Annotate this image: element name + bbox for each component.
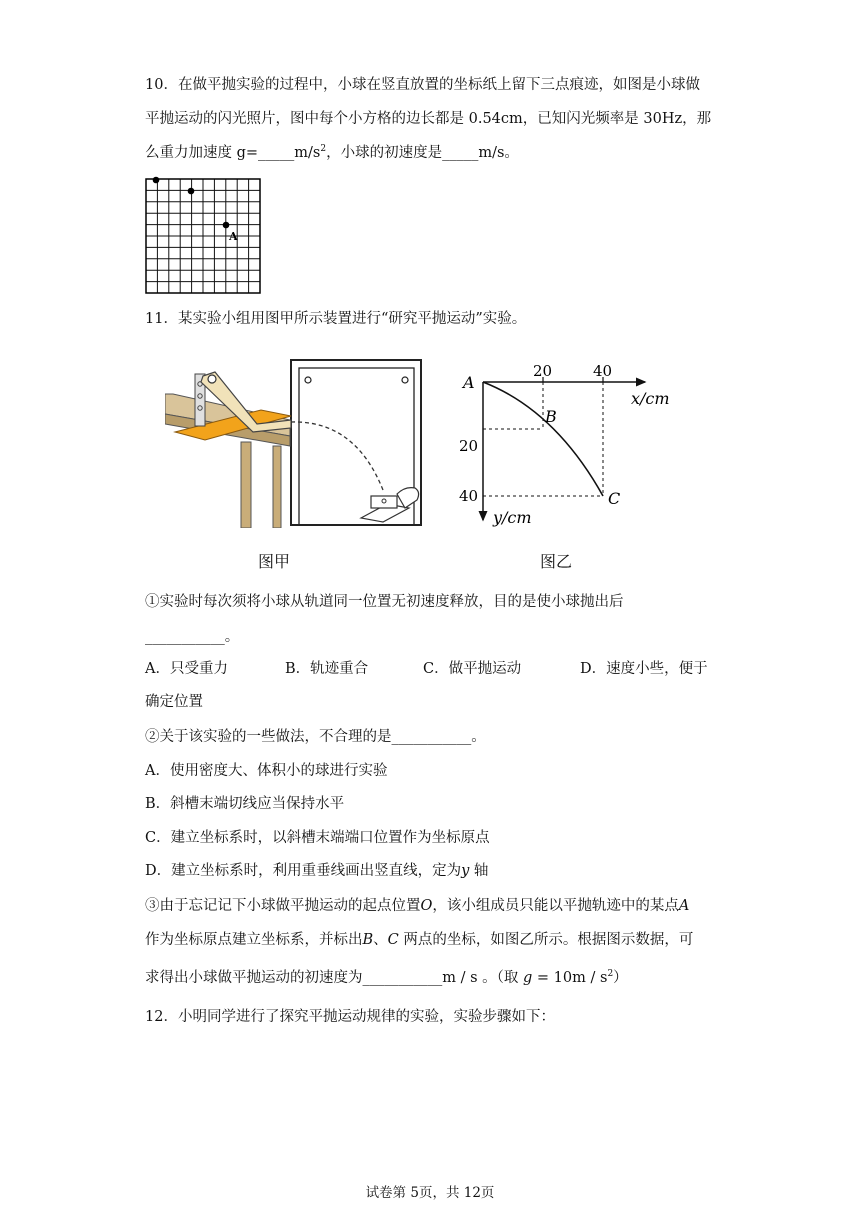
q11-part1-blank: ___________。 — [145, 629, 240, 645]
q10-line-2: 平抛运动的闪光照片，图中每个小方格的边长都是 0.54cm，已知闪光频率是 30Hz，那 — [145, 111, 712, 127]
fig-jia-caption: 图甲 — [258, 552, 291, 571]
q11-part3-l1-A: A — [678, 898, 690, 914]
q11-part1-option-a: A．只受重力 — [145, 661, 228, 677]
q11-part3-l3-g: g — [523, 970, 533, 986]
q10-line-3-b: ，小球的初速度是_____m/s。 — [326, 145, 519, 161]
q11-part3-line3 — [145, 968, 628, 988]
q11-part1-option-d: D．速度小些，便于 — [580, 661, 708, 677]
q10-line-3-a: 么重力加速度 g=_____m/s — [145, 145, 321, 161]
q11-part1-option-b: B．轨迹重合 — [285, 661, 369, 677]
figure-jia-apparatus — [165, 358, 435, 528]
x-tick-label-20: 20 — [533, 362, 553, 380]
q10-line-3-sup: 2 — [320, 144, 327, 155]
q11-part3-l3-c: ） — [613, 970, 628, 986]
q11-part2-option-a: A．使用密度大、体积小的球进行实验 — [145, 763, 388, 779]
origin-label: A — [463, 373, 475, 392]
point-c-label: C — [608, 489, 621, 508]
q11-part3-l3-b: = 10m / s — [532, 970, 608, 986]
table-leg-front — [241, 442, 251, 528]
q12-title: 12．小明同学进行了探究平抛运动规律的实验，实验步骤如下： — [145, 1009, 555, 1025]
q11-part3-l1-b: ，该小组成员只能以平抛轨迹中的某点 — [432, 898, 679, 914]
catch-holder — [371, 496, 397, 508]
y-tick-label-20: 20 — [459, 437, 479, 455]
q11-part2-option-d — [145, 861, 488, 881]
q11-part2-option-d-a: D．建立坐标系时，利用重垂线画出竖直线，定为 — [145, 863, 462, 879]
grid-lines — [146, 179, 260, 293]
figure-yi-graph — [455, 360, 685, 535]
q11-part3-l2-B: B — [362, 932, 374, 948]
q11-part3-line2 — [145, 930, 693, 950]
q11-part3-l2-C: C — [387, 932, 399, 948]
q11-part2-option-b: B．斜槽末端切线应当保持水平 — [145, 796, 345, 812]
flash-photo-grid-figure — [140, 172, 270, 297]
q10-line-3 — [145, 143, 519, 163]
x-axis-label: x/cm — [631, 389, 670, 408]
q11-part3-l2-a: 作为坐标原点建立坐标系，并标出 — [145, 932, 363, 948]
q11-part1-option-c: C．做平抛运动 — [423, 661, 522, 677]
trace-point-2 — [188, 188, 195, 195]
q11-part2-option-d-y: y — [461, 863, 470, 879]
y-tick-label-40: 40 — [459, 487, 479, 505]
q11-part3-line1 — [145, 896, 689, 916]
q11-part2-stem: ②关于该实验的一些做法，不合理的是___________。 — [145, 729, 486, 745]
grid-point-label: A — [229, 230, 238, 243]
q11-part3-l2-b: 两点的坐标，如图乙所示。根据图示数据，可 — [398, 932, 694, 948]
x-tick-label-40: 40 — [593, 362, 613, 380]
q11-part2-option-c: C．建立坐标系时，以斜槽末端端口位置作为坐标原点 — [145, 830, 490, 846]
point-b-label: B — [545, 407, 557, 426]
page-footer: 试卷第 5页，共 12页 — [365, 1185, 495, 1201]
q11-part3-l3-a: 求得出小球做平抛运动的初速度为___________m / s 。（取 — [145, 970, 524, 986]
y-axis-label: y/cm — [493, 508, 532, 527]
q10-line-1: 10．在做平抛实验的过程中，小球在竖直放置的坐标纸上留下三点痕迹，如图是小球做 — [145, 77, 700, 93]
trajectory-curve — [483, 382, 603, 496]
q11-part3-l3-sup: 2 — [607, 969, 614, 980]
q11-part1-option-d-cont: 确定位置 — [145, 694, 203, 710]
q11-part2-option-d-b: 轴 — [469, 863, 489, 879]
q11-title: 11．某实验小组用图甲所示装置进行“研究平抛运动”实验。 — [145, 311, 527, 327]
small-ball — [208, 375, 216, 383]
table-leg-back — [273, 446, 281, 528]
fig-yi-caption: 图乙 — [540, 552, 573, 571]
q11-part3-l2-sep: 、 — [373, 932, 388, 948]
trace-point-a — [223, 222, 230, 229]
trace-point-1 — [153, 177, 160, 184]
q11-part3-l1-a: ③由于忘记记下小球做平抛运动的起点位置 — [145, 898, 421, 914]
q11-part3-l1-o: O — [420, 898, 433, 914]
q11-part1-line1: ①实验时每次须将小球从轨道同一位置无初速度释放，目的是使小球抛出后 — [145, 594, 624, 610]
